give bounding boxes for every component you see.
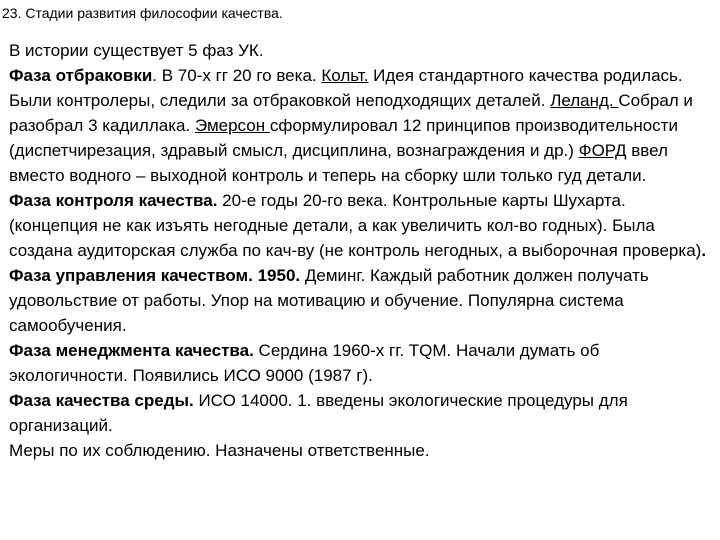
phase-quality-control-text-2: . [701,241,707,260]
phase-rejection-text-5: ввел вместо водного – выходной контроль и теперь на сборку шли только гуд детали. [9,141,668,185]
phase-rejection-text-3: Собрал и разобрал 3 кадиллака. [9,91,693,135]
phase-environment-quality-label: Фаза качества среды. [9,391,194,410]
slide-body [9,38,715,463]
phase-quality-control-text-1: 20-е годы 20-го века. Контрольные карты Шухарта. (концепция не как изъять негодные детали, а как увеличить кол-во годных). Была создана аудиторская служба по кач-ву (не контроль негодных, а выборочная проверка) [9,191,702,260]
phase-quality-management-text: Деминг. Каждый работник должен получать удовольствие от работы. Упор на мотивацию и обучение. Популярна система самообучения. [9,266,649,335]
phase-rejection-text-2: Идея стандартного качества родилась. Были контролеры, следили за отбраковкой неподходящих деталей. [9,66,683,110]
phase-rejection-text-1: . В 70-х гг 20 го века. [152,66,322,85]
phase-quality-management-paragraph [9,263,715,338]
phase-rejection-paragraph [9,63,715,188]
phase-environment-quality-text: ИСО 14000. 1. введены экологические процедуры для организаций. [9,391,628,435]
phase-management-quality-label: Фаза менеджмента качества. [9,341,254,360]
slide-title: 23. Стадии развития философии качества. [2,5,283,21]
phase-environment-quality-paragraph [9,388,715,438]
phase-management-quality-text: Сердина 1960-х гг. TQM. Начали думать об экологичности. Появились ИСО 9000 (1987 г). [9,341,600,385]
phase-quality-control-paragraph [9,188,715,263]
emerson-link[interactable]: Эмерсон [194,116,270,135]
phase-quality-control-label: Фаза контроля качества. [9,191,218,210]
leland-link[interactable]: Леланд. [550,91,619,110]
phase-quality-management-label: Фаза управления качеством. 1950. [9,266,301,285]
closing-paragraph: Меры по их соблюдению. Назначены ответственные. [9,441,430,460]
ford-link[interactable]: ФОРД [578,141,627,160]
intro-paragraph: В истории существует 5 фаз УК. [9,41,264,60]
kolt-link[interactable]: Кольт. [321,66,369,85]
phase-management-quality-paragraph [9,338,715,388]
phase-rejection-text-4: сформулировал 12 принципов производительности (диспетчирезация, здравый смысл, дисциплина, вознаграждения и др.) [9,116,678,160]
phase-rejection-label: Фаза отбраковки [9,66,153,85]
